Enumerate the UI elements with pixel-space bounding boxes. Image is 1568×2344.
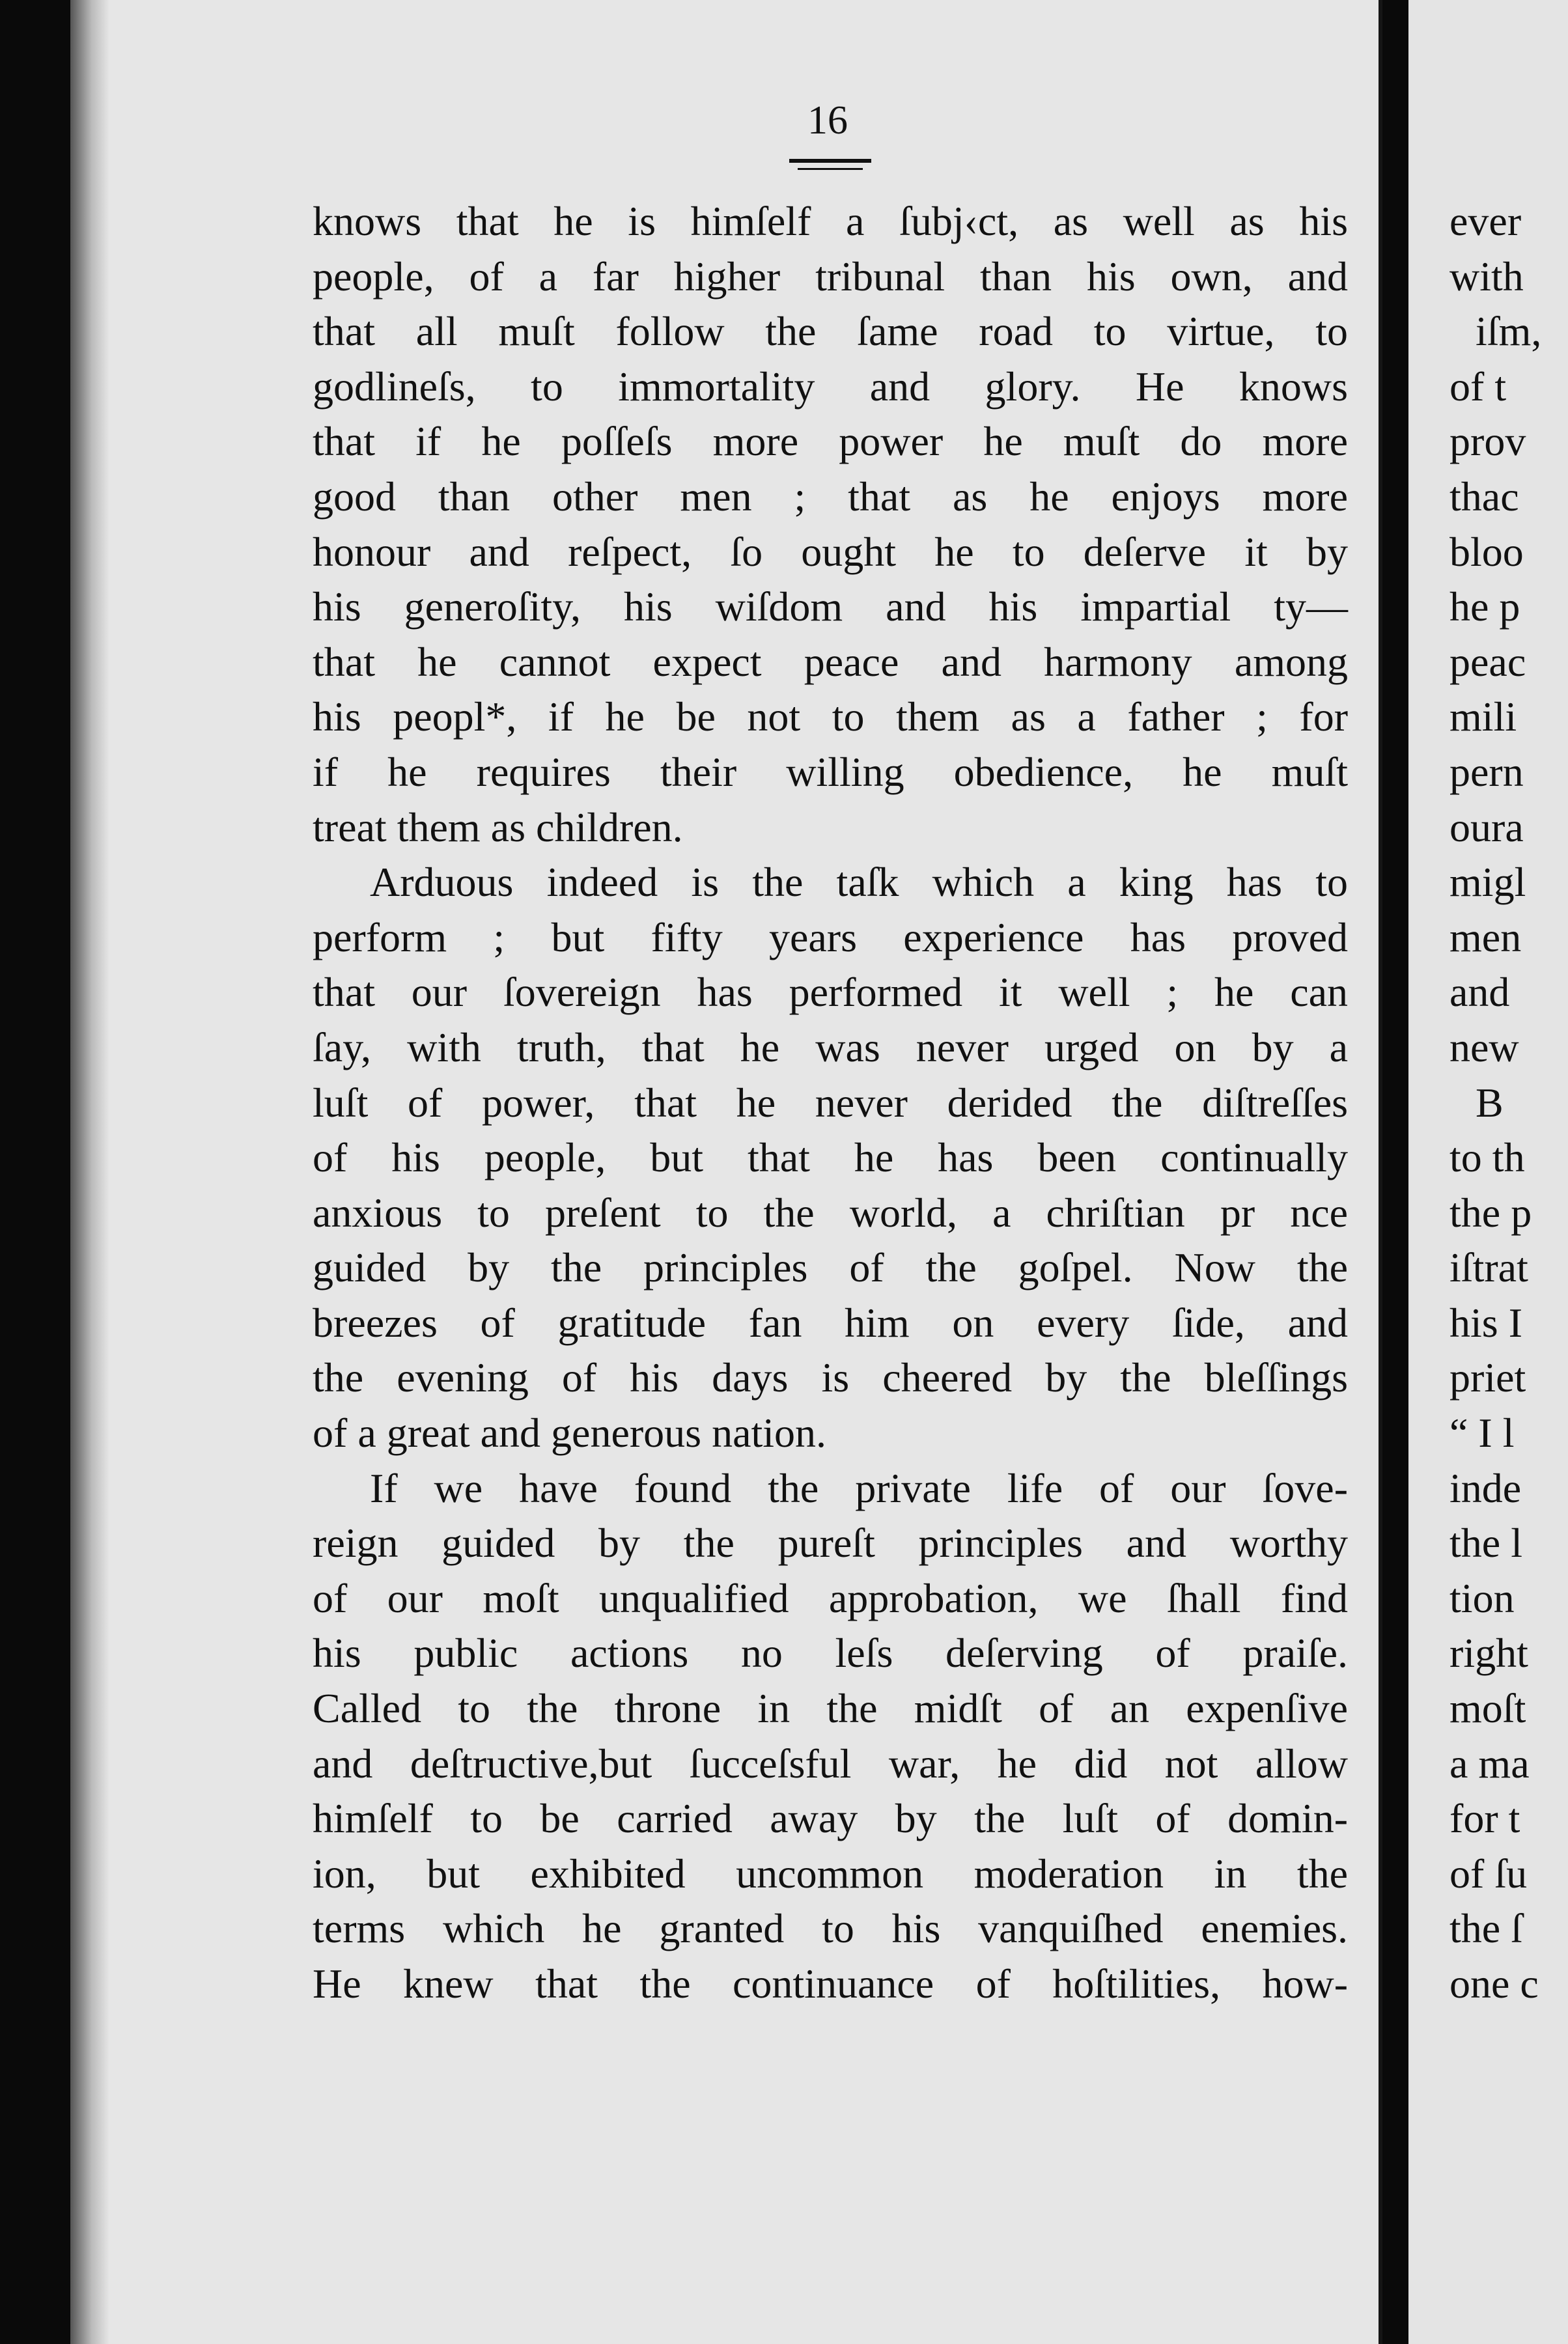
text-line: anxious to preſent to the world, a chriſtian pr nce	[313, 1189, 1348, 1236]
text-line: that he cannot expect peace and harmony among	[313, 638, 1348, 685]
text-line: of his people, but that he has been continually	[313, 1134, 1348, 1181]
text-line: breezes of gratitude fan him on every ſide, and	[313, 1299, 1348, 1346]
right-page-text-fragment	[1449, 194, 1568, 2012]
page-number-rule	[789, 159, 871, 163]
fragment-line: men	[1449, 914, 1522, 960]
fragment-line: migl	[1449, 859, 1526, 906]
text-line: his peopl*, if he be not to them as a father ; for	[313, 693, 1348, 740]
fragment-line: one c	[1449, 1960, 1539, 2007]
fragment-line: right	[1449, 1630, 1528, 1677]
fragment-line: priet	[1449, 1354, 1526, 1401]
text-line: of our moſt unqualified approbation, we ſhall find	[313, 1574, 1348, 1621]
text-line: Called to the throne in the midſt of an expenſive	[313, 1685, 1348, 1732]
text-line: perform ; but fifty years experience has proved	[313, 914, 1348, 960]
text-line: and deſtructive,but ſucceſsful war, he did not allow	[313, 1740, 1348, 1787]
fragment-line: “ I l	[1449, 1410, 1515, 1457]
text-line: if he requires their willing obedience, he muſt	[313, 748, 1348, 795]
page-edge	[1379, 0, 1382, 2344]
fragment-line: of t	[1449, 363, 1507, 410]
text-line: his public actions no leſs deſerving of praiſe.	[313, 1630, 1348, 1677]
page-number: 16	[807, 98, 848, 143]
text-line: guided by the principles of the goſpel. Now the	[313, 1244, 1348, 1291]
fragment-line: B	[1476, 1079, 1504, 1126]
text-line: honour and reſpect, ſo ought he to deſerve it by	[313, 528, 1348, 575]
fragment-line: tion	[1449, 1574, 1515, 1621]
fragment-line: with	[1449, 253, 1524, 300]
text-line: He knew that the continuance of hoſtilities, how-	[313, 1960, 1348, 2007]
fragment-line: the p	[1449, 1189, 1532, 1236]
fragment-line: of ſu	[1449, 1850, 1528, 1897]
fragment-line: new	[1449, 1024, 1519, 1070]
fragment-line: peac	[1449, 638, 1526, 685]
fragment-line: bloo	[1449, 528, 1524, 575]
text-line: that if he poſſeſs more power he muſt do more	[313, 418, 1348, 465]
text-line: knows that he is himſelf a ſubj‹ct, as well as his	[313, 198, 1348, 244]
fragment-line: iſtrat	[1449, 1244, 1528, 1291]
fragment-line: his I	[1449, 1299, 1522, 1346]
text-line: people, of a far higher tribunal than his own, and	[313, 253, 1348, 300]
fragment-line: oura	[1449, 803, 1524, 850]
gutter-shadow	[70, 0, 109, 2344]
text-line: good than other men ; that as he enjoys more	[313, 473, 1348, 520]
body-text	[313, 194, 1348, 2012]
text-line: luſt of power, that he never derided the diſtreſſes	[313, 1079, 1348, 1126]
fragment-line: mili	[1449, 693, 1517, 740]
fragment-line: inde	[1449, 1464, 1522, 1511]
fragment-line: pern	[1449, 748, 1524, 795]
fragment-line: the l	[1449, 1520, 1522, 1567]
fragment-line: a ma	[1449, 1740, 1530, 1787]
text-line: ſay, with truth, that he was never urged on by a	[313, 1024, 1348, 1070]
text-line: treat them as children.	[313, 803, 683, 850]
fragment-line: iſm,	[1476, 308, 1542, 355]
fragment-line: thac	[1449, 473, 1519, 520]
fragment-line: prov	[1449, 418, 1526, 465]
text-line: Arduous indeed is the taſk which a king has to	[370, 859, 1348, 906]
text-line: terms which he granted to his vanquiſhed enemies.	[313, 1905, 1348, 1952]
fragment-line: he p	[1449, 583, 1520, 630]
text-line: that all muſt follow the ſame road to virtue, to	[313, 308, 1348, 355]
fragment-line: and	[1449, 969, 1510, 1016]
fragment-line: moſt	[1449, 1685, 1526, 1732]
text-line: himſelf to be carried away by the luſt of domin-	[313, 1795, 1348, 1842]
page-number-rule-thin	[798, 168, 863, 170]
text-line: If we have found the private life of our ſove-	[370, 1464, 1348, 1511]
text-line: of a great and generous nation.	[313, 1410, 827, 1457]
fragment-line: ever	[1449, 198, 1522, 244]
text-line: godlineſs, to immortality and glory. He knows	[313, 363, 1348, 410]
fragment-line: the ſ	[1449, 1905, 1522, 1952]
text-line: reign guided by the pureſt principles and worthy	[313, 1520, 1348, 1567]
text-line: the evening of his days is cheered by the bleſſings	[313, 1354, 1348, 1401]
text-line: that our ſovereign has performed it well ; he can	[313, 969, 1348, 1016]
text-line: ion, but exhibited uncommon moderation in the	[313, 1850, 1348, 1897]
fragment-line: for t	[1449, 1795, 1520, 1842]
fragment-line: to th	[1449, 1134, 1525, 1181]
text-line: his generoſity, his wiſdom and his impartial ty—	[313, 583, 1348, 630]
